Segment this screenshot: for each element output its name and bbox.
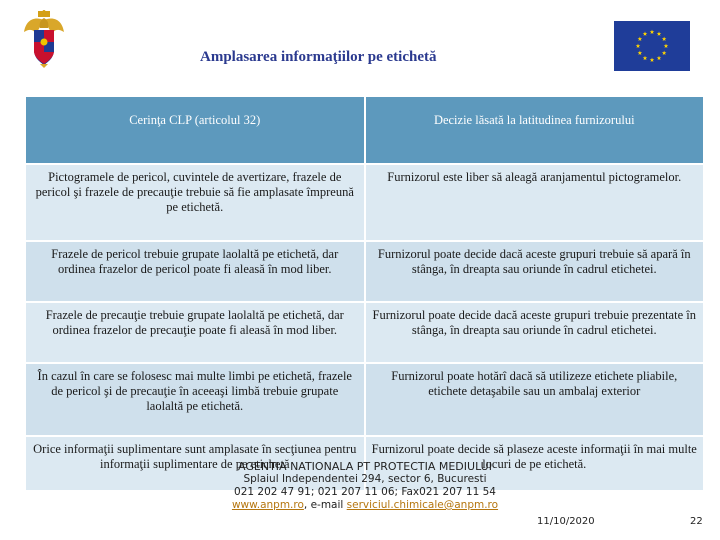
column-header-clp-requirement: Cerinţa CLP (articolul 32): [26, 97, 365, 164]
table-row: [26, 164, 703, 241]
email-link[interactable]: serviciul.chimicale@anpm.ro: [346, 499, 499, 511]
table-row: [26, 363, 703, 436]
decision-cell: Furnizorul este liber să aleagă aranjamentul pictogramelor.: [365, 164, 704, 241]
slide-title: Amplasarea informaţiilor pe etichetă: [200, 49, 437, 65]
decision-cell: Furnizorul poate decide să plaseze aceste informaţii în mai multe locuri de pe etichetă.: [365, 436, 704, 490]
table-row: [26, 302, 703, 363]
requirement-cell: Orice informaţii suplimentare sunt amplasate în secţiunea pentru informaţii suplimentare de pe etichetă: [26, 436, 365, 490]
slide-date: 11/10/2020: [537, 516, 595, 527]
agency-name: AGENTIA NATIONALA PT PROTECTIA MEDIULUI: [238, 460, 492, 473]
table-header-row: [26, 97, 703, 164]
footer-contact-block: [200, 460, 530, 512]
requirement-cell: Frazele de pericol trebuie grupate laolaltă pe etichetă, dar ordinea frazelor de pericol poate fi aleasă în mod liber.: [26, 241, 365, 302]
column-header-supplier-decision: Decizie lăsată la latitudinea furnizorului: [365, 97, 704, 164]
decision-cell: Furnizorul poate decide dacă aceste grupuri trebuie să apară în stânga, în dreapta sau oriunde în cadrul etichetei.: [365, 241, 704, 302]
requirement-cell: Frazele de precauţie trebuie grupate laolaltă pe etichetă, dar ordinea frazelor de precauţie poate fi aleasă în mod liber.: [26, 302, 365, 363]
decision-cell: Furnizorul poate decide dacă aceste grupuri trebuie prezentate în stânga, în dreapta sau oriunde în cadrul etichetei.: [365, 302, 704, 363]
eu-flag-icon: [614, 21, 690, 71]
requirement-cell: În cazul în care se folosesc mai multe limbi pe etichetă, frazele de pericol şi de precauţie în aceeaşi limbă trebuie grupate laolaltă pe etichetă.: [26, 363, 365, 436]
agency-web-email: [200, 499, 530, 512]
clp-requirements-table: [26, 97, 703, 490]
email-prefix: , e-mail: [303, 499, 344, 511]
romania-coat-of-arms-icon: [22, 10, 66, 68]
slide-number: 22: [690, 516, 703, 527]
agency-address: Splaiul Independentei 294, sector 6, Bucuresti: [243, 473, 487, 485]
agency-phones: 021 202 47 91; 021 207 11 06; Fax021 207 11 54: [234, 486, 496, 498]
table-row: [26, 241, 703, 302]
requirement-cell: Pictogramele de pericol, cuvintele de avertizare, frazele de pericol şi frazele de precauţie trebuie să fie amplasate împreună pe etichetă.: [26, 164, 365, 241]
decision-cell: Furnizorul poate hotărî dacă să utilizeze etichete pliabile, etichete detaşabile sau un ambalaj exterior: [365, 363, 704, 436]
website-link[interactable]: www.anpm.ro: [231, 499, 304, 511]
